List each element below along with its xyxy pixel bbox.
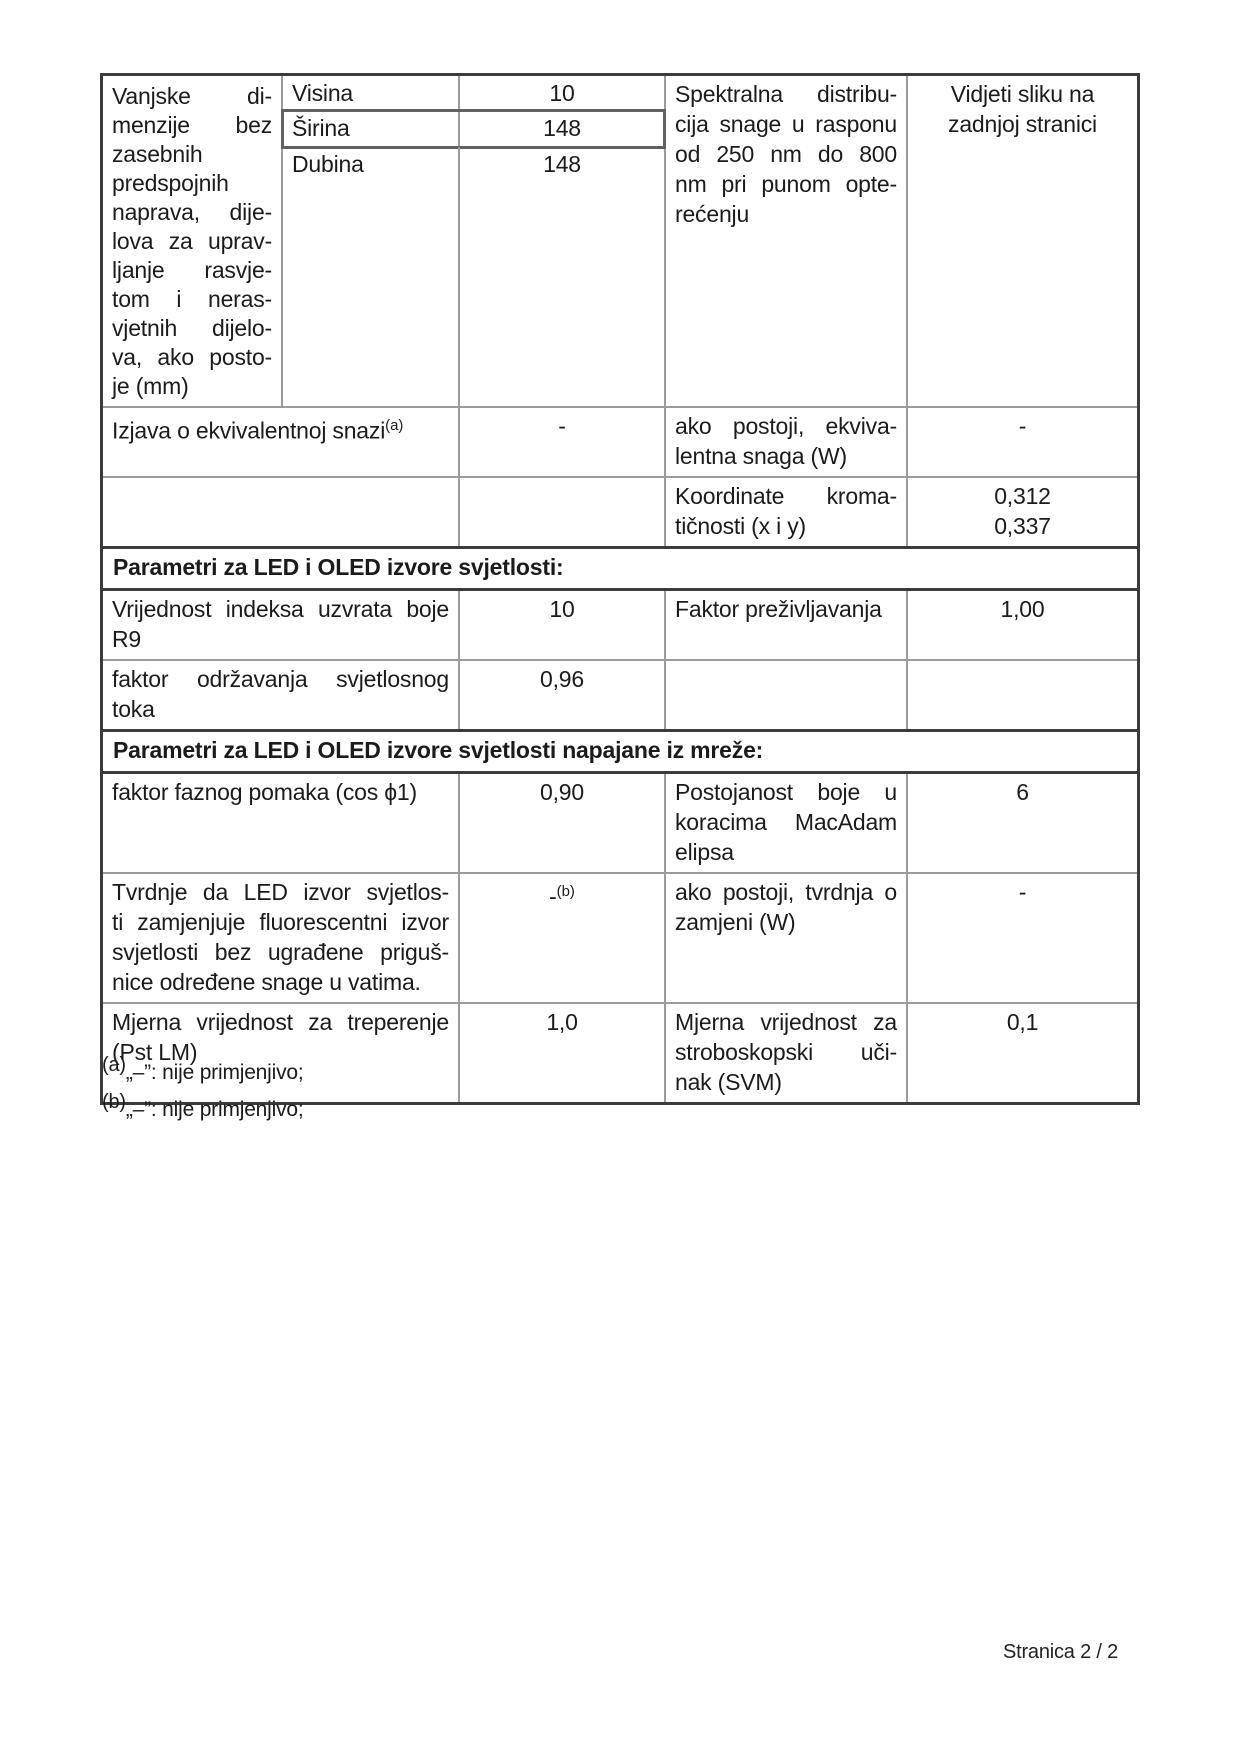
text-line: (Pst LM) xyxy=(112,1039,198,1065)
r9-value: 10 xyxy=(460,591,666,659)
text-line: Vrijednost indeksa uzvrata boje xyxy=(112,596,449,622)
text-line: Tvrdnje da LED izvor svjetlos- xyxy=(112,879,449,905)
text-line: ljanje rasvje- xyxy=(112,257,272,283)
text-line: tom i neras- xyxy=(112,286,272,312)
spectral-distribution-label xyxy=(666,76,908,406)
footnote-b-text: „–”: nije primjenjivo; xyxy=(125,1098,304,1121)
replacement-claim-right-value: - xyxy=(1018,879,1027,905)
replacement-claim-label xyxy=(103,874,460,1002)
spectral-distribution-value xyxy=(908,76,1137,406)
text-line: lentna snaga (W) xyxy=(675,443,847,469)
text-line: 0,312 xyxy=(994,483,1051,509)
text-line: koracima MacAdam xyxy=(675,809,897,835)
colour-consistency-value: 6 xyxy=(1016,779,1029,805)
dimension-value: 148 xyxy=(543,115,581,141)
chromaticity-value xyxy=(908,478,1137,546)
footnote-b-marker: (b) xyxy=(102,1091,126,1113)
dimensions-label xyxy=(103,76,283,406)
text-line: nak (SVM) xyxy=(675,1069,782,1095)
footnotes xyxy=(102,1054,304,1132)
stroboscopic-label xyxy=(666,1004,908,1102)
footnote-ref-a: (a) xyxy=(385,417,404,434)
stroboscopic-value: 0,1 xyxy=(1006,1009,1039,1035)
survival-factor-label: Faktor preživljavanja xyxy=(666,591,908,659)
flicker-value: 1,0 xyxy=(460,1004,666,1102)
footnote-b xyxy=(102,1091,304,1125)
text-line: zadnjoj stranici xyxy=(948,111,1097,137)
text-line: predspojnih xyxy=(112,170,229,196)
dimension-name: Dubina xyxy=(283,147,460,183)
text-line: faktor održavanja svjetlosnog xyxy=(112,666,449,692)
footnote-a-marker: (a) xyxy=(102,1054,126,1076)
text-line: Vidjeti sliku na xyxy=(950,81,1095,107)
dimension-value: 148 xyxy=(543,151,581,177)
displacement-factor-label: faktor faznog pomaka (cos ϕ1) xyxy=(103,774,460,872)
r9-label xyxy=(103,591,460,659)
text-line: Koordinate kroma- xyxy=(675,483,897,509)
footnote-a xyxy=(102,1054,304,1088)
page-number: Stranica 2 / 2 xyxy=(1002,1641,1118,1663)
table-row-r9 xyxy=(103,591,1137,661)
text-line: Mjerna vrijednost za treperenje xyxy=(112,1009,449,1035)
table-row-dimensions xyxy=(103,76,1137,408)
replacement-claim-right-label xyxy=(666,874,908,1002)
equivalent-power-right-label xyxy=(666,408,908,476)
text-line: zasebnih xyxy=(112,141,203,167)
footnote-ref-b: (b) xyxy=(556,883,575,900)
lumen-maintenance-value: 0,96 xyxy=(460,661,666,729)
empty-cell xyxy=(666,661,908,729)
dimension-row-depth xyxy=(283,147,664,183)
equivalent-power-right-value: - xyxy=(1018,413,1027,439)
table-row-equivalent-power xyxy=(103,408,1137,478)
text-line: toka xyxy=(112,696,155,722)
lumen-maintenance-label xyxy=(103,661,460,729)
text-line: tičnosti (x i y) xyxy=(675,513,806,539)
text-line: zamjeni (W) xyxy=(675,909,796,935)
empty-cell xyxy=(103,478,460,546)
empty-cell xyxy=(908,661,1137,729)
text-line: va, ako posto- xyxy=(112,344,272,370)
text-line: Postojanost boje u xyxy=(675,779,897,805)
text-line: ti zamjenjuje fluorescentni izvor xyxy=(112,909,449,935)
dimension-row-filler xyxy=(283,183,664,406)
text-line: lova za uprav- xyxy=(112,228,272,254)
displacement-factor-value: 0,90 xyxy=(460,774,666,872)
dimension-name: Visina xyxy=(283,76,460,109)
dimension-row-width xyxy=(283,111,664,147)
text-line: stroboskopski uči- xyxy=(675,1039,897,1065)
empty-cell xyxy=(460,478,666,546)
dimension-name: Širina xyxy=(283,111,460,147)
text-line: ako postoji, ekviva- xyxy=(675,413,897,439)
replacement-claim-value: -$^{(b)}$ xyxy=(460,874,666,1002)
text-line: elipsa xyxy=(675,839,734,865)
dimensions-subtable xyxy=(283,76,666,406)
text-line: ako postoji, tvrdnja o xyxy=(675,879,897,905)
text-line: nice određene snage u vatima. xyxy=(112,969,421,995)
text-line: od 250 nm do 800 xyxy=(675,141,897,167)
text-line: naprava, dije- xyxy=(112,199,272,225)
text-line: je (mm) xyxy=(112,373,189,399)
table-row-displacement-factor xyxy=(103,774,1137,874)
product-parameters-table xyxy=(100,73,1140,1105)
text-line: menzije bez xyxy=(112,112,272,138)
dimension-value: 10 xyxy=(549,80,575,106)
text-line: vjetnih dijelo- xyxy=(112,315,272,341)
text-line: nm pri punom opte- xyxy=(675,171,897,197)
text-line: Spektralna distribu- xyxy=(675,81,897,107)
text-line: Vanjske di- xyxy=(112,83,272,109)
text-line: cija snage u rasponu xyxy=(675,111,897,137)
text-line: rećenju xyxy=(675,201,750,227)
chromaticity-label xyxy=(666,478,908,546)
equivalent-power-label: Izjava o ekvivalentnoj snazi$^{(a)}$ xyxy=(103,408,460,476)
section-header-led-oled: Parametri za LED i OLED izvore svjetlosti: xyxy=(103,546,1137,591)
equivalent-power-value: - xyxy=(460,408,666,476)
survival-factor-value: 1,00 xyxy=(1000,596,1045,622)
text-line: R9 xyxy=(112,626,142,652)
dimension-row-height xyxy=(283,76,664,111)
text-line: svjetlosti bez ugrađene priguš- xyxy=(112,939,449,965)
section-header-mains: Parametri za LED i OLED izvore svjetlosti napajane iz mreže: xyxy=(103,729,1137,774)
table-row-lumen-maintenance xyxy=(103,661,1137,729)
table-row-chromaticity xyxy=(103,478,1137,546)
footnote-a-text: „–”: nije primjenjivo; xyxy=(125,1061,304,1084)
text-line: 0,337 xyxy=(994,513,1051,539)
colour-consistency-label xyxy=(666,774,908,872)
text-line: Mjerna vrijednost za xyxy=(675,1009,897,1035)
table-row-replacement-claim xyxy=(103,874,1137,1004)
